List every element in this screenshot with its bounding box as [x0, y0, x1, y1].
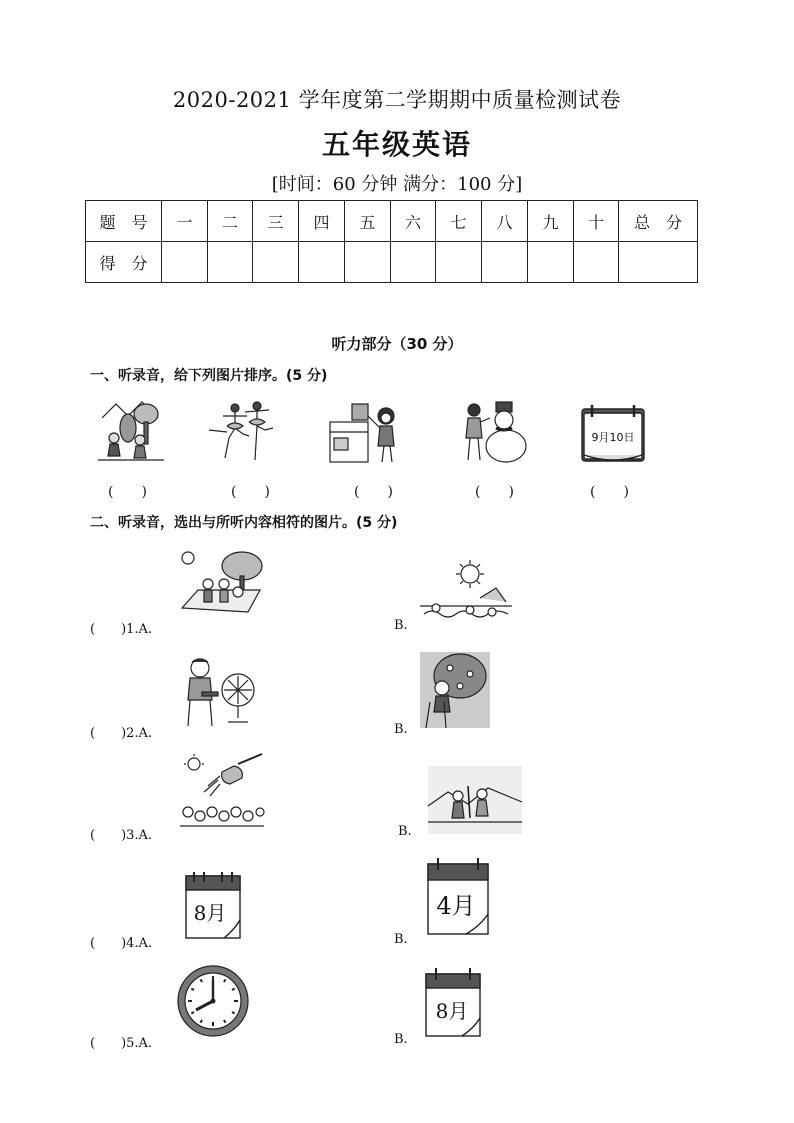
- score-input-cell[interactable]: [162, 242, 208, 283]
- children-planting-image: [428, 766, 522, 834]
- score-cell-header: 十: [574, 201, 619, 242]
- man-with-fan-image: [180, 656, 264, 728]
- q2-item-5-label[interactable]: ( )5.A.: [90, 1036, 153, 1051]
- answer-blank[interactable]: ( ): [354, 484, 393, 500]
- sun-swimming-image: [420, 558, 512, 628]
- calendar-august-2-image: [424, 966, 482, 1038]
- score-cell-header: 一: [162, 201, 208, 242]
- q2-item-3-label[interactable]: ( )3.A.: [90, 828, 153, 843]
- score-input-cell[interactable]: [436, 242, 482, 283]
- ballet-dancers-image: [205, 400, 283, 464]
- calendar-august-image: [184, 870, 242, 940]
- listening-section-title: 听力部分（30 分）: [331, 335, 463, 353]
- score-table-header-row: [86, 201, 698, 242]
- q2-item-2-b[interactable]: B.: [394, 722, 408, 737]
- q2-item-1-b[interactable]: B.: [394, 618, 408, 633]
- score-input-cell[interactable]: [482, 242, 528, 283]
- score-input-cell[interactable]: [208, 242, 253, 283]
- calendar-april-image: [426, 856, 490, 936]
- score-cell-header: 三: [253, 201, 299, 242]
- q2-item-4-b[interactable]: B.: [394, 932, 408, 947]
- score-input-cell[interactable]: [253, 242, 299, 283]
- calendar-image: [578, 403, 648, 467]
- q2-item-2-label[interactable]: ( )2.A.: [90, 726, 153, 741]
- score-cell-header: 题 号: [86, 201, 162, 242]
- calendar-august-text: 8月: [193, 901, 227, 925]
- q2-item-5-b[interactable]: B.: [394, 1032, 408, 1047]
- exam-subtitle: 五年级英语: [321, 128, 472, 161]
- score-cell-header: 六: [391, 201, 436, 242]
- picking-apples-image: [420, 652, 490, 728]
- girl-cleaning-window-image: [328, 402, 406, 464]
- girl-with-snowman-image: [460, 400, 530, 464]
- picnic-scene-image: [98, 398, 164, 464]
- exam-meta: [时间：60 分钟 满分：100 分]: [271, 174, 523, 195]
- score-cell-header: 九: [528, 201, 574, 242]
- score-table-score-row: [86, 242, 698, 283]
- score-cell-header: 二: [208, 201, 253, 242]
- answer-blank[interactable]: ( ): [231, 484, 270, 500]
- question-2-title: 二、听录音，选出与所听内容相符的图片。(5 分): [90, 515, 398, 531]
- score-input-cell[interactable]: [528, 242, 574, 283]
- answer-blank[interactable]: ( ): [590, 484, 629, 500]
- calendar-april-text: 4月: [436, 892, 476, 920]
- answer-blank[interactable]: ( ): [108, 484, 147, 500]
- calendar-august-2-text: 8月: [435, 999, 469, 1023]
- watering-flowers-image: [178, 754, 264, 828]
- score-cell-header: 总 分: [619, 201, 698, 242]
- question-1-title: 一、听录音，给下列图片排序。(5 分): [90, 368, 328, 384]
- q2-item-3-b[interactable]: B.: [398, 824, 412, 839]
- q2-item-4-label[interactable]: ( )4.A.: [90, 936, 153, 951]
- score-input-cell[interactable]: [574, 242, 619, 283]
- score-input-cell[interactable]: [619, 242, 698, 283]
- score-input-cell[interactable]: [391, 242, 436, 283]
- score-cell-header: 八: [482, 201, 528, 242]
- score-cell-header: 五: [345, 201, 391, 242]
- score-table: [85, 200, 698, 283]
- score-cell-header: 七: [436, 201, 482, 242]
- answer-blank[interactable]: ( ): [475, 484, 514, 500]
- score-input-cell[interactable]: [345, 242, 391, 283]
- exam-title: 2020-2021 学年度第二学期期中质量检测试卷: [172, 88, 622, 112]
- children-picnic-image: [178, 548, 264, 616]
- score-cell-header: 四: [299, 201, 345, 242]
- clock-image: [176, 964, 250, 1038]
- calendar-date-text: 9月10日: [591, 431, 635, 444]
- score-row-label: 得 分: [86, 242, 162, 283]
- score-input-cell[interactable]: [299, 242, 345, 283]
- q2-item-1-label[interactable]: ( )1.A.: [90, 622, 153, 637]
